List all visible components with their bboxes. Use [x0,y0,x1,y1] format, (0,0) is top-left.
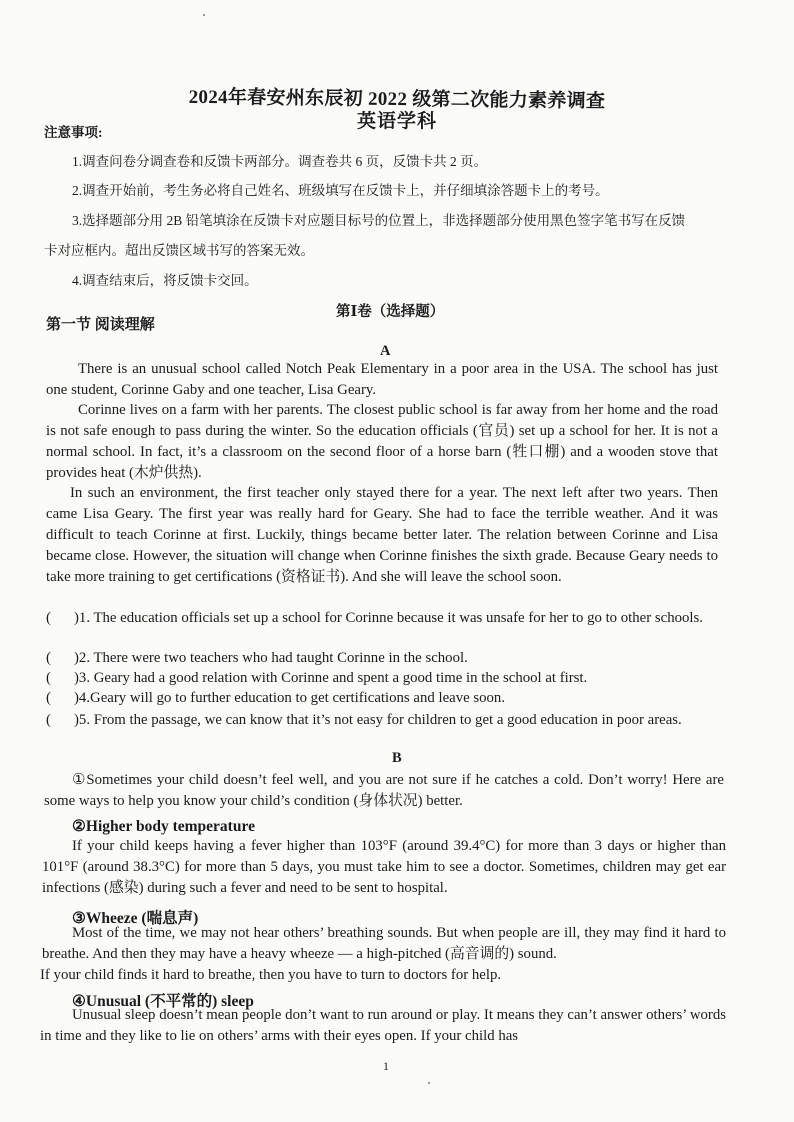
notice-item: 2.调查开始前，考生务必将自己姓名、班级填写在反馈卡上，并仔细填涂答题卡上的考号。 [72,183,609,198]
scan-speck [428,1082,430,1084]
question-text: )4.Geary will go to further education to get certifications and leave soon. [74,690,506,706]
passage-b-heading: ③Wheeze (喘息声) [72,910,199,927]
passage-a-paragraph: In such an environment, the first teacher only stayed there for a year. The next left after two years. Then came Lisa Geary. The first year was really hard for Geary. She had to face the terrible weather. And it was difficult to teach Corinne at first. Luckily, things became better later. The relation between Corinne and Lisa became close. However, the situation will change when Corinne finishes the sixth grade. Because Geary needs to take more training to get certifications (资格证书). And she will leave the school soon. [46,485,718,585]
answer-blank[interactable]: ( [46,712,51,728]
passage-b-intro: ①Sometimes your child doesn’t feel well, and you are not sure if he catches a cold. Don’t worry! Here are some ways to help you know your child’s condition (身体状况) better. [44,772,724,809]
page-number: 1 [383,1059,389,1073]
passage-a-paragraph: There is an unusual school called Notch Peak Elementary in a poor area in the USA. The school has just one student, Corinne Gaby and one teacher, Lisa Geary. [46,361,718,398]
passage-b-body: Most of the time, we may not hear others’ breathing sounds. But when people are ill, they may find it hard to breathe. And then they may have a heavy wheeze — a high-pitched (高音调的) sound. [42,925,726,962]
section-title: 第一节 阅读理解 [46,317,155,333]
answer-blank[interactable]: ( [46,650,51,666]
part-title: 第Ⅰ卷（选择题） [336,304,445,320]
exam-title: 2024年春安州东辰初 2022 级第二次能力素养调查 [188,86,606,113]
question-text: )1. The education officials set up a school for Corinne because it was unsafe for her to go to other schools. [74,610,703,626]
exam-subject: 英语学科 [356,111,437,132]
scan-speck [203,14,205,16]
passage-a-label: A [380,343,391,359]
passage-b-label: B [392,750,402,766]
passage-b-body: Unusual sleep doesn’t mean people don’t want to run around or play. It means they can’t answer others’ words in time and they like to lie on others’ arms with their eyes open. If your child has [40,1007,726,1044]
question-text: )2. There were two teachers who had taught Corinne in the school. [74,650,468,666]
answer-blank[interactable]: ( [46,690,51,706]
passage-a-paragraph: Corinne lives on a farm with her parents. The closest public school is far away from her home and the road is not safe enough to pass during the winter. So the education officials (官员) set up a school for her. It is not a normal school. In fact, it’s a classroom on the second floor of a horse barn (牲口棚) and a wooden stove that provides heat (木炉供热). [46,402,718,481]
notice-item: 4.调查结束后，将反馈卡交回。 [72,273,258,288]
answer-blank[interactable]: ( [46,610,51,626]
passage-b-body: If your child keeps having a fever higher than 103°F (around 39.4°C) for more than 3 days or higher than 101°F (around 38.3°C) for more than 5 days, you must take him to see a doctor. Sometimes, children may get ear infections (感染) during such a fever and need to be sent to hospital. [42,838,726,896]
passage-b-heading: ②Higher body temperature [72,818,255,835]
question-row [46,608,722,650]
passage-b-heading: ④Unusual (不平常的) sleep [72,993,254,1010]
notice-item: 卡对应框内。超出反馈区域书写的答案无效。 [44,243,314,258]
notice-heading: 注意事项: [44,125,103,140]
question-text: )5. From the passage, we can know that it’s not easy for children to get a good education in poor areas. [74,712,682,728]
answer-blank[interactable]: ( [46,670,51,686]
notice-item: 3.选择题部分用 2B 铅笔填涂在反馈卡对应题目标号的位置上，非选择题部分使用黑色签字笔书写在反馈 [72,213,686,228]
question-text: )3. Geary had a good relation with Corinne and spent a good time in the school at first. [74,670,588,686]
passage-b-body: If your child finds it hard to breathe, then you have to turn to doctors for help. [40,967,502,983]
notice-item: 1.调查问卷分调查卷和反馈卡两部分。调查卷共 6 页，反馈卡共 2 页。 [72,154,488,169]
